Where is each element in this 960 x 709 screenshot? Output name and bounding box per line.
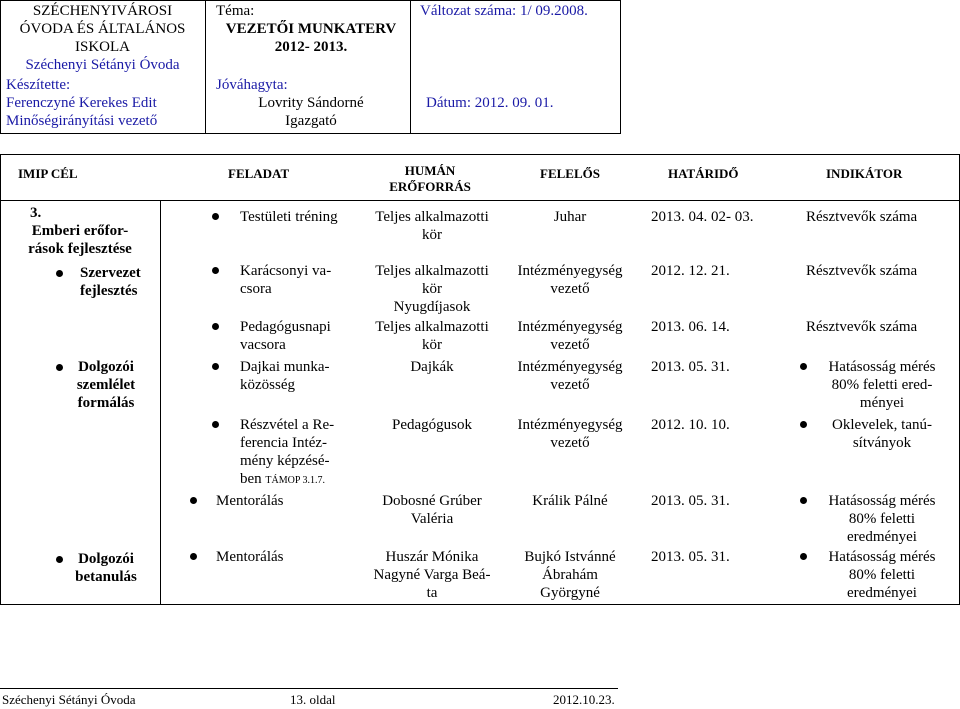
column-header-responsible: FELELŐS — [540, 166, 600, 181]
bullet-icon — [212, 421, 219, 428]
indicator-cell: Résztvevők száma — [806, 209, 918, 225]
bullet-icon — [56, 364, 63, 371]
responsible-cell: Juhar — [553, 209, 587, 225]
approval-block: Jóváhagyta: Lovrity Sándorné Igazgató — [216, 77, 364, 129]
bullet-icon — [800, 553, 807, 560]
responsible-cell: Bujkó Istvánné Ábrahám Györgyné — [524, 549, 616, 601]
deadline-cell: 2013. 05. 31. — [651, 493, 730, 509]
task-item: Részvétel a Re- ferencia Intéz- mény képzésé- ben TÁMOP 3.1.7. — [212, 416, 334, 490]
bullet-icon — [800, 497, 807, 504]
program-code: TÁMOP 3.1.7. — [265, 475, 326, 486]
bullet-icon — [212, 213, 219, 220]
deadline-cell: 2013. 05. 31. — [651, 359, 730, 375]
indicator-cell: Résztvevők száma — [806, 319, 918, 335]
hr-cell: Teljes alkalmazotti kör Nyugdíjasok — [375, 263, 489, 315]
preparer-block: Készítette: Ferenczyné Kerekes Edit Minőségirányítási vezető — [6, 77, 158, 129]
task-item: Karácsonyi va- csora — [212, 262, 331, 298]
bullet-icon — [56, 270, 63, 277]
footer-page-number: 13. oldal — [290, 692, 336, 707]
column-header-task: FELADAT — [228, 166, 290, 181]
bullet-icon — [190, 497, 197, 504]
task-item: Testületi tréning — [212, 208, 338, 226]
bullet-icon — [800, 363, 807, 370]
hr-cell: Dobosné Grúber Valéria — [382, 493, 482, 527]
bullet-icon — [56, 556, 63, 563]
deadline-cell: 2012. 12. 21. — [651, 263, 730, 279]
hr-cell: Pedagógusok — [392, 417, 472, 433]
deadline-cell: 2013. 06. 14. — [651, 319, 730, 335]
column-divider — [160, 200, 161, 605]
table-left-border — [0, 154, 1, 605]
footer-organization: Széchenyi Sétányi Óvoda — [2, 692, 136, 707]
table-header-border — [0, 200, 960, 201]
organization-name: SZÉCHENYIVÁROSI ÓVODA ÉS ÁLTALÁNOS ISKOLA Széchenyi Sétányi Óvoda — [0, 2, 205, 74]
responsible-cell: Intézményegység vezető — [517, 319, 623, 353]
bullet-icon — [212, 363, 219, 370]
hr-cell: Teljes alkalmazotti kör — [375, 319, 489, 353]
table-bottom-border — [0, 604, 960, 605]
deadline-cell: 2013. 04. 02- 03. — [651, 209, 754, 225]
column-header-goal: IMIP CÉL — [18, 166, 78, 181]
responsible-cell: Intézményegység vezető — [517, 417, 623, 451]
bullet-icon — [212, 267, 219, 274]
task-item: Pedagógusnapi vacsora — [212, 318, 331, 354]
bullet-icon — [190, 553, 197, 560]
footer-rule — [0, 688, 618, 689]
task-item: Dajkai munka- közösség — [212, 358, 330, 394]
version-number: Változat száma: 1/ 09.2008. — [420, 3, 588, 19]
hr-cell: Teljes alkalmazotti kör — [375, 209, 489, 243]
responsible-cell: Intézményegység vezető — [517, 263, 623, 297]
responsible-cell: Intézményegység vezető — [517, 359, 623, 393]
responsible-cell: Králik Pálné — [532, 493, 608, 509]
bullet-icon — [212, 323, 219, 330]
goal-number: 3. — [30, 205, 42, 221]
bullet-icon — [800, 421, 807, 428]
footer-date: 2012.10.23. — [553, 692, 615, 707]
topic-block: Téma: VEZETŐI MUNKATERV 2012- 2013. — [216, 3, 397, 55]
indicator-cell: Hatásosság mérés 80% feletti eredményei — [800, 492, 950, 546]
goal-subitem: Szervezet fejlesztés — [56, 264, 141, 300]
table-top-border — [0, 154, 960, 155]
indicator-cell: Hatásosság mérés 80% feletti eredményei — [800, 548, 950, 602]
goal-subitem: Dolgozói szemlélet formálás — [56, 358, 156, 412]
organization-subunit: Széchenyi Sétányi Óvoda — [25, 57, 180, 73]
column-header-indicator: INDIKÁTOR — [826, 166, 903, 181]
column-header-hr: HUMÁN ERŐFORRÁS — [389, 163, 471, 194]
header-divider — [410, 0, 411, 134]
deadline-cell: 2012. 10. 10. — [651, 417, 730, 433]
indicator-cell: Résztvevők száma — [806, 263, 918, 279]
task-item: Mentorálás — [190, 492, 283, 510]
deadline-cell: 2013. 05. 31. — [651, 549, 730, 565]
task-item: Mentorálás — [190, 548, 283, 566]
goal-title: Emberi erőfor- rások fejlesztése — [28, 223, 132, 257]
indicator-cell: Hatásosság mérés 80% feletti ered- ményei — [800, 358, 950, 412]
column-header-deadline: HATÁRIDŐ — [668, 166, 739, 181]
document-date: Dátum: 2012. 09. 01. — [426, 95, 554, 111]
goal-subitem: Dolgozói betanulás — [56, 550, 156, 586]
indicator-cell: Oklevelek, tanú- sítványok — [800, 416, 950, 452]
hr-cell: Huszár Mónika Nagyné Varga Beá- ta — [373, 549, 491, 601]
hr-cell: Dajkák — [410, 359, 454, 375]
